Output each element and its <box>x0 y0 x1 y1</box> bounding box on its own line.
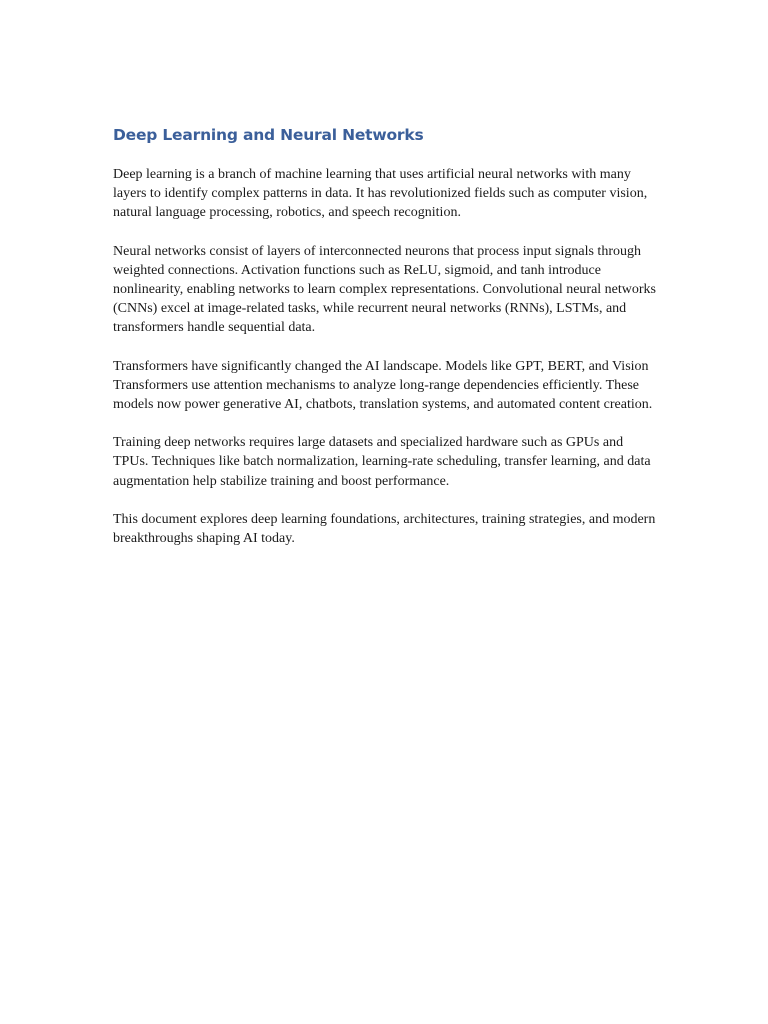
document-body <box>113 124 661 548</box>
paragraph-conclusion: This document explores deep learning foundations, architectures, training strategies, and modern breakthroughs shaping AI today. <box>113 511 656 547</box>
paragraph-transformers: Transformers have significantly changed the AI landscape. Models like GPT, BERT, and Vision Transformers use attention mechanisms to analyze long-range dependencies efficiently. These models now power generative AI, chatbots, translation systems, and automated content creation. <box>113 358 653 413</box>
paragraph-training: Training deep networks requires large datasets and specialized hardware such as GPUs and TPUs. Techniques like batch normalization, learning-rate scheduling, transfer learning, and data augmentation help stabilize training and boost performance. <box>113 435 651 489</box>
paragraph-neural-networks: Neural networks consist of layers of interconnected neurons that process input signals through weighted connections. Activation functions such as ReLU, sigmoid, and tanh introduce nonlinearity, enabling networks to learn complex representations. Convolutional neural networks (CNNs) excel at image-related tasks, while recurrent neural networks (RNNs), LSTMs, and transformers handle sequential data. <box>113 243 657 336</box>
paragraph-intro: Deep learning is a branch of machine learning that uses artificial neural networks with many layers to identify complex patterns in data. It has revolutionized fields such as computer vision, natural language processing, robotics, and speech recognition. <box>113 167 648 221</box>
document-title: Deep Learning and Neural Networks <box>113 126 424 144</box>
paragraph-list <box>113 165 661 548</box>
